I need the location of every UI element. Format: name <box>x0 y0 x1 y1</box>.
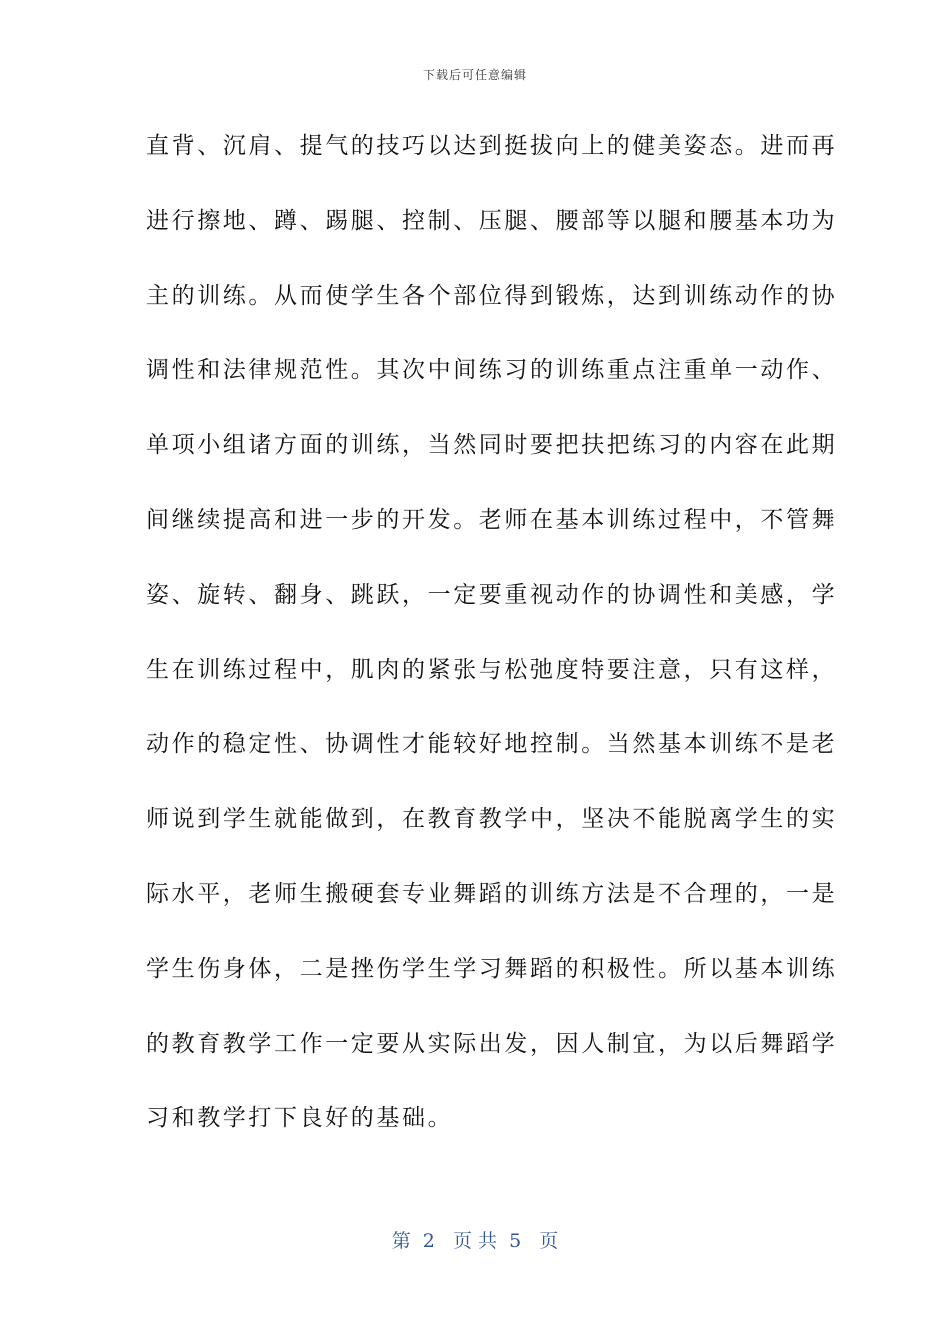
paragraph-line: 主的训练。从而使学生各个部位得到锻炼，达到训练动作的协 <box>146 282 838 309</box>
paragraph-line: 进行擦地、蹲、踢腿、控制、压腿、腰部等以腿和腰基本功为 <box>146 207 838 234</box>
page-number-footer: 第 2 页 共 5 页 <box>391 1230 559 1252</box>
paragraph-line: 师说到学生就能做到，在教育教学中，坚决不能脱离学生的实 <box>146 806 838 833</box>
paragraph-line: 直背、沉肩、提气的技巧以达到挺拔向上的健美姿态。进而再 <box>146 133 838 159</box>
paragraph-line: 单项小组诸方面的训练，当然同时要把扶把练习的内容在此期 <box>146 432 838 459</box>
paragraph-line: 动作的稳定性、协调性才能较好地控制。当然基本训练不是老 <box>146 731 838 758</box>
paragraph-line: 生在训练过程中，肌肉的紧张与松弛度特要注意，只有这样， <box>146 656 838 683</box>
document-body <box>146 122 838 1169</box>
paragraph-line-last: 习和教学打下良好的基础。 <box>146 1105 454 1132</box>
paragraph-line: 的教育教学工作一定要从实际出发，因人制宜，为以后舞蹈学 <box>146 1030 838 1057</box>
paragraph-line: 调性和法律规范性。其次中间练习的训练重点注重单一动作、 <box>146 357 838 384</box>
page-header: 下载后可任意编辑 <box>422 68 527 82</box>
paragraph-line: 间继续提高和进一步的开发。老师在基本训练过程中，不管舞 <box>146 506 838 533</box>
paragraph-line: 学生伤身体，二是挫伤学生学习舞蹈的积极性。所以基本训练 <box>146 955 838 982</box>
paragraph-line: 际水平，老师生搬硬套专业舞蹈的训练方法是不合理的，一是 <box>146 880 838 907</box>
paragraph-line: 姿、旋转、翻身、跳跃，一定要重视动作的协调性和美感，学 <box>146 581 838 608</box>
